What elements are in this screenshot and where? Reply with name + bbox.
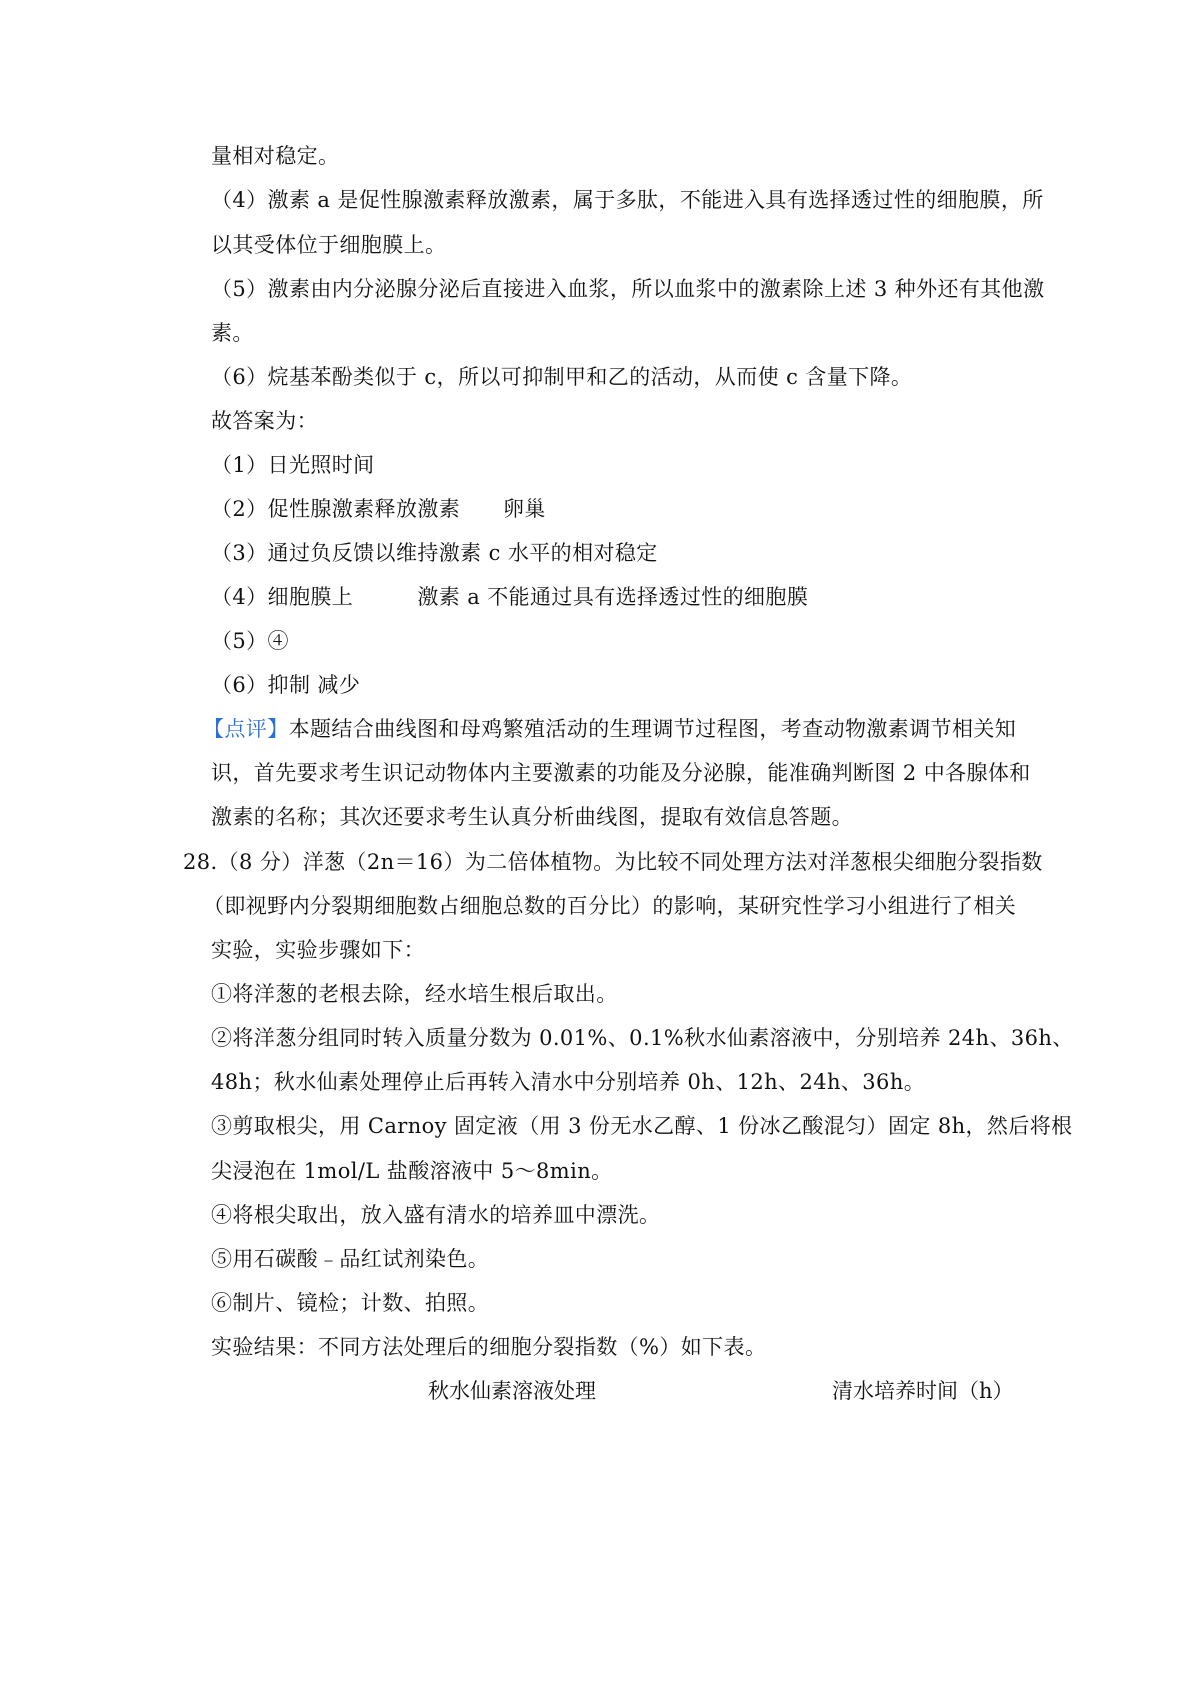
text-line: 故答案为：: [211, 409, 318, 433]
step-line: ④将根尖取出，放入盛有清水的培养皿中漂洗。: [211, 1203, 661, 1227]
text-line: （4）激素 a 是促性腺激素释放激素，属于多肽，不能进入具有选择透过性的细胞膜，所: [211, 188, 1044, 212]
answer-line: （2）促性腺激素释放激素 卵巢: [211, 497, 546, 521]
question-line: 实验，实验步骤如下：: [211, 938, 425, 962]
step-line: ⑤用石碳酸﹣品红试剂染色。: [211, 1247, 490, 1271]
step-line: ①将洋葱的老根去除，经水培生根后取出。: [211, 982, 618, 1006]
table-header-time: 清水培养时间（h）: [832, 1379, 1014, 1403]
answer-line: （1）日光照时间: [211, 453, 375, 477]
comment-line: 识，首先要求考生识记动物体内主要激素的功能及分泌腺，能准确判断图 2 中各腺体和: [211, 761, 1031, 785]
comment-text: 本题结合曲线图和母鸡繁殖活动的生理调节过程图，考查动物激素调节相关知: [288, 717, 1017, 741]
answer-line: （6）抑制 减少: [211, 673, 361, 697]
text-line: （6）烷基苯酚类似于 c，所以可抑制甲和乙的活动，从而使 c 含量下降。: [211, 365, 913, 389]
text-line: 素。: [211, 321, 254, 345]
text-line: 以其受体位于细胞膜上。: [211, 233, 447, 257]
step-line: ②将洋葱分组同时转入质量分数为 0.01%、0.1%秋水仙素溶液中，分别培养 24h、36h、: [211, 1026, 1074, 1050]
comment-line: 激素的名称；其次还要求考生认真分析曲线图，提取有效信息答题。: [211, 805, 853, 829]
answer-line: （4）细胞膜上 激素 a 不能通过具有选择透过性的细胞膜: [211, 585, 809, 609]
answer-line: （3）通过负反馈以维持激素 c 水平的相对稳定: [211, 541, 658, 565]
question-heading: 28.（8 分）洋葱（2n＝16）为二倍体植物。为比较不同处理方法对洋葱根尖细胞分裂指数: [183, 850, 1043, 874]
comment-line: [203, 715, 1016, 743]
text-line: 量相对稳定。: [211, 144, 340, 168]
step-line: 尖浸泡在 1mol/L 盐酸溶液中 5～8min。: [211, 1159, 613, 1183]
answer-line: （5）④: [211, 629, 289, 653]
question-line: （即视野内分裂期细胞数占细胞总数的百分比）的影响，某研究性学习小组进行了相关: [203, 894, 1017, 918]
comment-tag: 【点评】: [203, 717, 289, 741]
step-line: ⑥制片、镜检；计数、拍照。: [211, 1291, 490, 1315]
text-line: （5）激素由内分泌腺分泌后直接进入血浆，所以血浆中的激素除上述 3 种外还有其他激: [211, 277, 1045, 301]
table-header-treatment: 秋水仙素溶液处理: [428, 1379, 596, 1403]
step-line: ③剪取根尖，用 Carnoy 固定液（用 3 份无水乙醇、1 份冰乙酸混匀）固定 8h，然后将根: [211, 1114, 1073, 1138]
result-line: 实验结果：不同方法处理后的细胞分裂指数（%）如下表。: [211, 1335, 767, 1359]
step-line: 48h；秋水仙素处理停止后再转入清水中分别培养 0h、12h、24h、36h。: [211, 1070, 926, 1094]
